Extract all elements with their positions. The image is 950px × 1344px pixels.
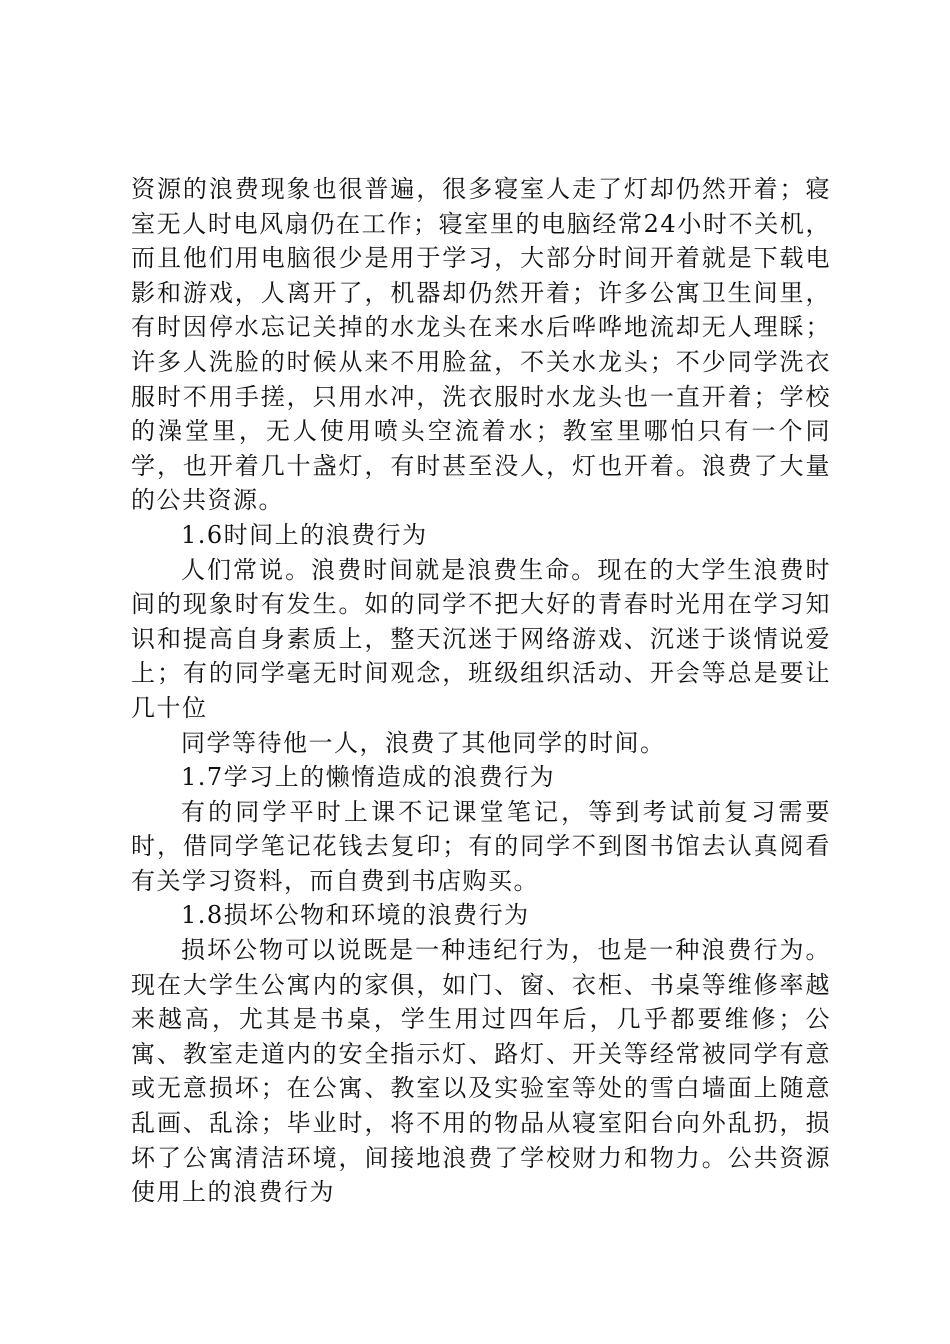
paragraph-public-resources: 资源的浪费现象也很普遍，很多寝室人走了灯却仍然开着；寝室无人时电风扇仍在工作；寝室里的电脑经常24小时不关机，而且他们用电脑很少是用于学习，大部分时间开着就是下载电影和游戏，人离开了，机器却仍然开着；许多公寓卫生间里，有时因停水忘记关掉的水龙头在来水后哗哗地流却无人理睬；许多人洗脸的时候从来不用脸盆，不关水龙头；不少同学洗衣服时不用手搓，只用水冲，洗衣服时水龙头也一直开着；学校的澡堂里，无人使用喷头空流着水；教室里哪怕只有一个同学，也开着几十盏灯，有时甚至没人，灯也开着。浪费了大量的公共资源。 [131, 175, 831, 515]
paragraph-time-waste-cont: 同学等待他一人，浪费了其他同学的时间。 [181, 728, 666, 757]
paragraph-study-laziness: 有的同学平时上课不记课堂笔记，等到考试前复习需要时，借同学笔记花钱去复印；有的同学不到图书馆去认真阅看有关学习资料，而自费到书店购买。 [131, 797, 831, 895]
paragraph-property-damage: 损坏公物可以说既是一种违纪行为，也是一种浪费行为。现在大学生公寓内的家俱，如门、窗、衣柜、书桌等维修率越来越高，尤其是书桌，学生用过四年后，几乎都要维修；公寓、教室走道内的安全指示灯、路灯、开关等经常被同学有意或无意损坏；在公寓、教室以及实验室等处的雪白墙面上随意乱画、乱涂；毕业时，将不用的物品从寝室阳台向外乱扔，损坏了公寓清洁环境，间接地浪费了学校财力和物力。公共资源使用上的浪费行为 [131, 936, 831, 1207]
heading-property-damage: 1.8损坏公物和环境的浪费行为 [181, 901, 530, 930]
heading-time-waste: 1.6时间上的浪费行为 [181, 520, 428, 549]
document-body [131, 172, 831, 1210]
paragraph-time-waste: 人们常说。浪费时间就是浪费生命。现在的大学生浪费时间的现象时有发生。如的同学不把大好的青春时光用在学习知识和提高自身素质上，整天沉迷于网络游戏、沉迷于谈情说爱上；有的同学毫无时间观念，班级组织活动、开会等总是要让几十位 [131, 555, 831, 722]
heading-study-laziness: 1.7学习上的懒惰造成的浪费行为 [181, 763, 556, 792]
